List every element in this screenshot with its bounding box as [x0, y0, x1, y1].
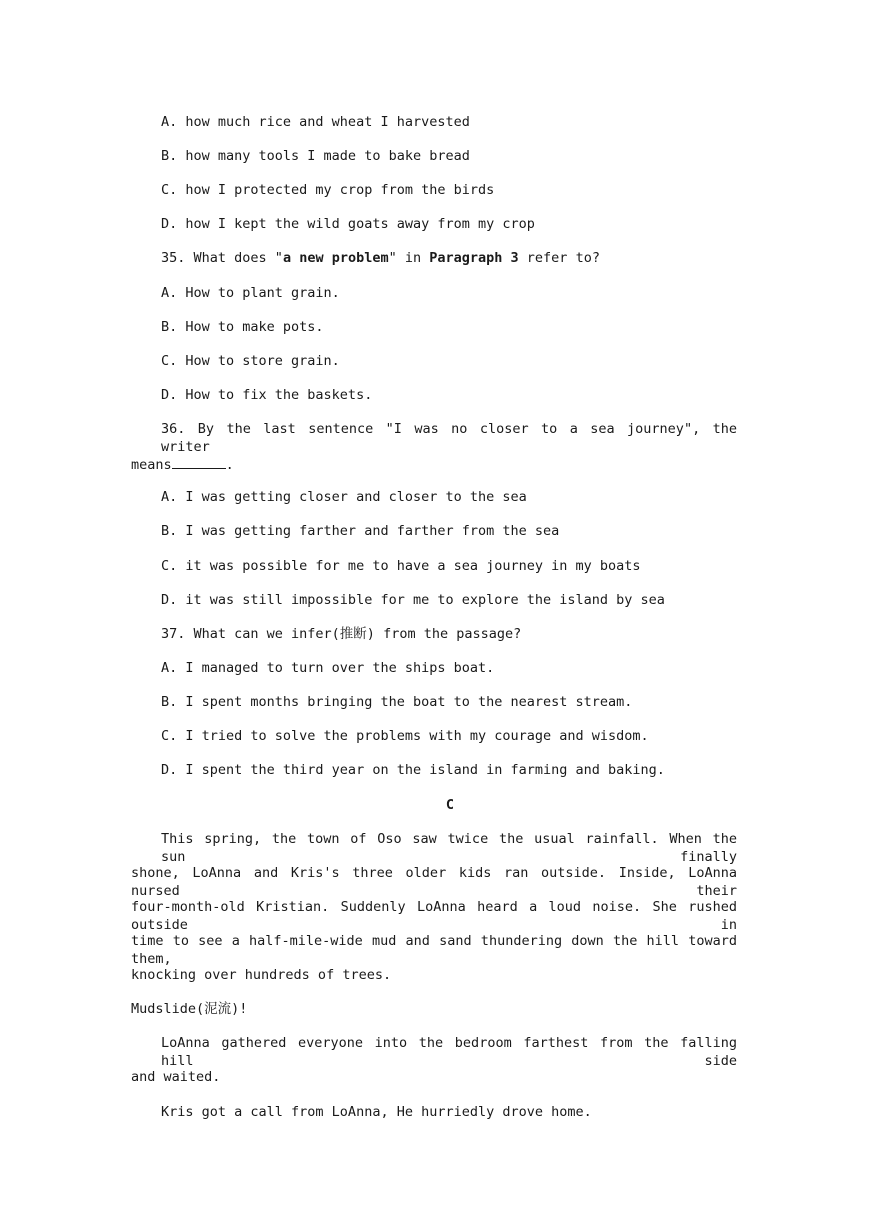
passage-line: Kris got a call from LoAnna, He hurriedly drove home. [161, 1104, 592, 1120]
q35-paragraph-ref: Paragraph 3 [429, 250, 519, 266]
q36-period: . [225, 457, 234, 473]
q35-quote-open: " [274, 250, 283, 266]
passage-line: knocking over hundreds of trees. [131, 967, 392, 983]
q34-option-a: A. how much rice and wheat I harvested [161, 114, 470, 130]
q35-option-d: D. How to fix the baskets. [161, 387, 373, 403]
answer-blank [172, 454, 226, 469]
q35-stem [161, 249, 600, 267]
q34-option-d: D. how I kept the wild goats away from my crop [161, 216, 535, 232]
q37-stem: 37. What can we infer(推断) from the passage? [161, 626, 522, 642]
passage-line: time to see a half-mile-wide mud and sand thundering down the hill toward them, [131, 933, 737, 967]
passage-line: shone, LoAnna and Kris's three older kids ran outside. Inside, LoAnna nursed their [131, 865, 737, 899]
q36-means: means [131, 457, 172, 473]
q36-stem-line1: 36. By the last sentence "I was no closer to a sea journey", the writer [161, 421, 737, 455]
q35-prefix: 35. What does [161, 250, 275, 266]
q37-option-c: C. I tried to solve the problems with my courage and wisdom. [161, 728, 649, 744]
q37-option-b: B. I spent months bringing the boat to the nearest stream. [161, 694, 633, 710]
passage-exclamation: Mudslide(泥流)! [131, 1001, 248, 1017]
q34-option-b: B. how many tools I made to bake bread [161, 148, 470, 164]
q36-option-c: C. it was possible for me to have a sea journey in my boats [161, 558, 641, 574]
q35-quote-close: " [388, 250, 397, 266]
q35-option-c: C. How to store grain. [161, 353, 340, 369]
q35-option-b: B. How to make pots. [161, 319, 324, 335]
passage-line: LoAnna gathered everyone into the bedroom farthest from the falling hill side [161, 1035, 737, 1069]
passage-line: This spring, the town of Oso saw twice the usual rainfall. When the sun finally [161, 831, 737, 865]
q36-option-d: D. it was still impossible for me to explore the island by sea [161, 592, 665, 608]
q37-option-d: D. I spent the third year on the island in farming and baking. [161, 762, 665, 778]
q36-option-b: B. I was getting farther and farther from the sea [161, 523, 560, 539]
q35-phrase: a new problem [282, 250, 389, 266]
q36-stem-line2 [131, 454, 234, 474]
q35-mid: in [396, 250, 430, 266]
q35-option-a: A. How to plant grain. [161, 285, 340, 301]
q34-option-c: C. how I protected my crop from the birds [161, 182, 495, 198]
q35-suffix: refer to? [518, 250, 600, 266]
passage-line: and waited. [131, 1069, 221, 1085]
passage-line: four-month-old Kristian. Suddenly LoAnna heard a loud noise. She rushed outside in [131, 899, 737, 933]
q36-option-a: A. I was getting closer and closer to the sea [161, 489, 527, 505]
section-heading: C [445, 797, 455, 813]
q37-option-a: A. I managed to turn over the ships boat. [161, 660, 495, 676]
